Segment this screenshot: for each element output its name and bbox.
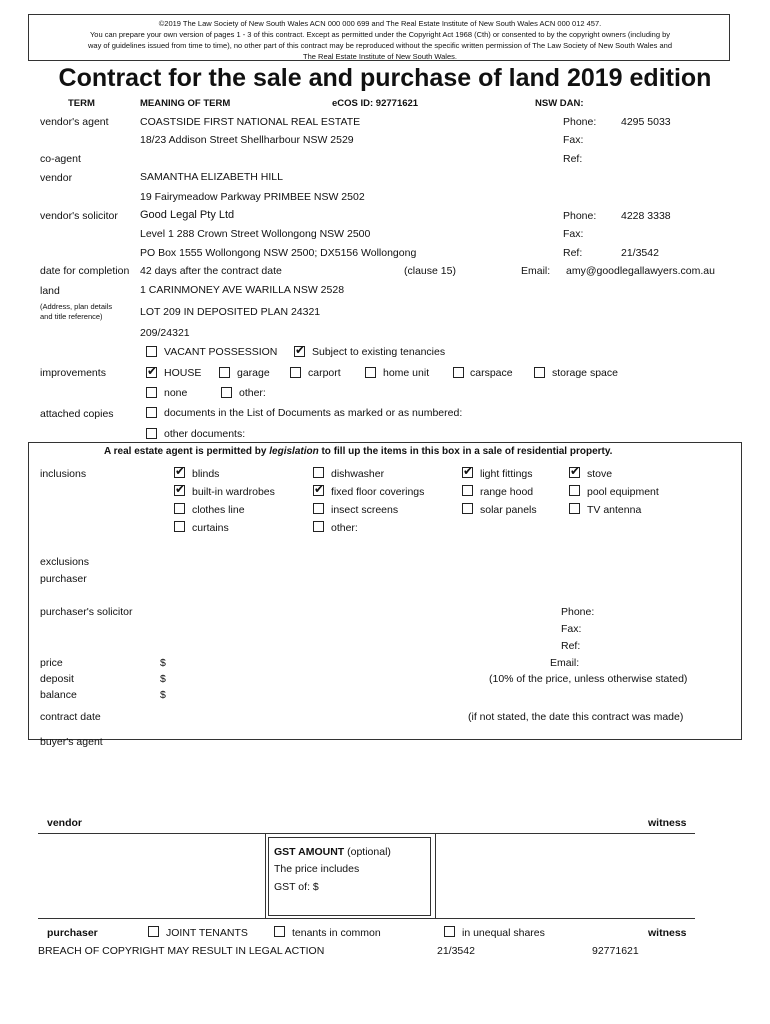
vacant-possession-checkbox[interactable] bbox=[146, 346, 157, 357]
pool-equipment-checkbox[interactable] bbox=[569, 485, 580, 496]
gst-price-includes: The price includes bbox=[274, 863, 360, 875]
completion-clause: (clause 15) bbox=[404, 265, 456, 277]
signature-divider-right bbox=[435, 833, 436, 918]
purchaser-witness-label: witness bbox=[648, 927, 687, 939]
land-lot: LOT 209 IN DEPOSITED PLAN 24321 bbox=[140, 306, 321, 318]
purchaser-signature-line bbox=[38, 918, 695, 919]
clothes-line-checkbox[interactable] bbox=[174, 503, 185, 514]
vendors-agent-phone: 4295 5033 bbox=[621, 116, 671, 128]
blinds-label: blinds bbox=[192, 468, 220, 480]
balance-dollar: $ bbox=[160, 689, 166, 701]
vendors-agent-address: 18/23 Addison Street Shellharbour NSW 2529 bbox=[140, 134, 354, 146]
garage-label: garage bbox=[237, 367, 270, 379]
copyright-warning: BREACH OF COPYRIGHT MAY RESULT IN LEGAL ACTION bbox=[38, 945, 325, 957]
copyright-line-1: ©2019 The Law Society of New South Wales ACN 000 000 699 and The Real Estate Institute of New South Wales ACN 000 012 457. bbox=[158, 19, 602, 28]
carport-checkbox[interactable] bbox=[290, 367, 301, 378]
page-title: Contract for the sale and purchase of land 2019 edition bbox=[58, 64, 712, 92]
improvements-label: improvements bbox=[40, 367, 106, 379]
vendors-solicitor-phone-label: Phone: bbox=[563, 210, 597, 222]
purchasers-solicitor-fax-label: Fax: bbox=[561, 623, 582, 635]
built-in-wardrobes-checkbox[interactable] bbox=[174, 485, 185, 496]
light-fittings-checkbox[interactable] bbox=[462, 467, 473, 478]
subject-tenancies-label: Subject to existing tenancies bbox=[312, 346, 446, 358]
term-header: TERM bbox=[68, 98, 95, 109]
purchasers-solicitor-email-label: Email: bbox=[550, 657, 580, 669]
built-in-wardrobes-label: built-in wardrobes bbox=[192, 486, 275, 498]
purchaser-signature-label: purchaser bbox=[47, 927, 98, 939]
range-hood-label: range hood bbox=[480, 486, 534, 498]
vendors-solicitor-address-2: PO Box 1555 Wollongong NSW 2500; DX5156 Wollongong bbox=[140, 247, 417, 259]
other-inclusions-label: other: bbox=[331, 522, 358, 534]
range-hood-checkbox[interactable] bbox=[462, 485, 473, 496]
unequal-shares-label: in unequal shares bbox=[462, 927, 545, 939]
vendors-solicitor-email-label: Email: bbox=[521, 265, 551, 277]
home-unit-checkbox[interactable] bbox=[365, 367, 376, 378]
purchasers-solicitor-ref-label: Ref: bbox=[561, 640, 581, 652]
fixed-floor-coverings-checkbox[interactable] bbox=[313, 485, 324, 496]
copyright-line-3: way of guidelines issued from time to time), no other part of this contract may be reproduced without the specific written permission of The Law Society of New South Wales and bbox=[87, 41, 673, 50]
vendor-witness-label: witness bbox=[648, 817, 687, 829]
blinds-checkbox[interactable] bbox=[174, 467, 185, 478]
land-label: land bbox=[40, 285, 60, 297]
vendor-signature-line bbox=[38, 833, 695, 834]
land-sublabel-2: and title reference) bbox=[40, 312, 103, 321]
attached-copies-label: attached copies bbox=[40, 408, 114, 420]
vendors-solicitor-ref: 21/3542 bbox=[621, 247, 659, 259]
carspace-checkbox[interactable] bbox=[453, 367, 464, 378]
land-title-ref: 209/24321 bbox=[140, 327, 190, 339]
other-documents-label: other documents: bbox=[164, 428, 246, 440]
vendors-agent-fax-label: Fax: bbox=[563, 134, 584, 146]
carport-label: carport bbox=[308, 367, 341, 379]
other-improvements-checkbox[interactable] bbox=[221, 387, 232, 398]
price-dollar: $ bbox=[160, 657, 166, 669]
house-checkbox[interactable] bbox=[146, 367, 157, 378]
deposit-label: deposit bbox=[40, 673, 74, 685]
clothes-line-label: clothes line bbox=[192, 504, 245, 516]
none-checkbox[interactable] bbox=[146, 387, 157, 398]
vendors-solicitor-address-1: Level 1 288 Crown Street Wollongong NSW 2500 bbox=[140, 228, 371, 240]
contract-date-note: (if not stated, the date this contract was made) bbox=[468, 711, 684, 723]
completion-value: 42 days after the contract date bbox=[140, 265, 282, 277]
pool-equipment-label: pool equipment bbox=[587, 486, 659, 498]
footer-id: 92771621 bbox=[592, 945, 639, 957]
nsw-dan-label: NSW DAN: bbox=[535, 98, 584, 109]
vendors-solicitor-fax-label: Fax: bbox=[563, 228, 584, 240]
copyright-notice bbox=[28, 14, 730, 61]
light-fittings-label: light fittings bbox=[480, 468, 533, 480]
vacant-possession-label: VACANT POSSESSION bbox=[164, 346, 278, 358]
gst-of-label: GST of: $ bbox=[274, 881, 319, 893]
vendor-label: vendor bbox=[40, 172, 73, 184]
vendors-solicitor-phone: 4228 3338 bbox=[621, 210, 671, 222]
solar-panels-checkbox[interactable] bbox=[462, 503, 473, 514]
copyright-line-2: You can prepare your own version of pages 1 - 3 of this contract. Except as permitted under the Copyright Act 1968 (Cth) or consented to by the copyright owners (including by bbox=[89, 30, 671, 39]
vendor-name: SAMANTHA ELIZABETH HILL bbox=[140, 171, 283, 183]
documents-list-checkbox[interactable] bbox=[146, 407, 157, 418]
vendors-solicitor-name: Good Legal Pty Ltd bbox=[140, 209, 235, 221]
completion-label: date for completion bbox=[40, 265, 130, 277]
storage-space-label: storage space bbox=[552, 367, 618, 379]
gst-amount-title: GST AMOUNT (optional) bbox=[274, 846, 391, 858]
deposit-note: (10% of the price, unless otherwise stated) bbox=[489, 673, 688, 685]
inclusions-label: inclusions bbox=[40, 468, 87, 480]
copyright-line-4: The Real Estate Institute of New South Wales. bbox=[303, 52, 457, 61]
purchasers-solicitor-phone-label: Phone: bbox=[561, 606, 595, 618]
joint-tenants-checkbox[interactable] bbox=[148, 926, 159, 937]
tv-antenna-checkbox[interactable] bbox=[569, 503, 580, 514]
agent-notice: A real estate agent is permitted by legislation to fill up the items in this box in a sale of residential property. bbox=[104, 446, 613, 457]
tv-antenna-label: TV antenna bbox=[587, 504, 642, 516]
meaning-header: MEANING OF TERM bbox=[140, 98, 231, 109]
other-documents-checkbox[interactable] bbox=[146, 428, 157, 439]
purchaser-label: purchaser bbox=[40, 573, 87, 585]
dishwasher-label: dishwasher bbox=[331, 468, 385, 480]
other-improvements-label: other: bbox=[239, 387, 266, 399]
joint-tenants-label: JOINT TENANTS bbox=[166, 927, 248, 939]
ecos-id: eCOS ID: 92771621 bbox=[332, 98, 419, 109]
vendors-solicitor-label: vendor's solicitor bbox=[40, 210, 118, 222]
tenants-in-common-label: tenants in common bbox=[292, 927, 381, 939]
other-inclusions-checkbox[interactable] bbox=[313, 521, 324, 532]
stove-label: stove bbox=[587, 468, 613, 480]
documents-list-label: documents in the List of Documents as marked or as numbered: bbox=[164, 407, 463, 419]
carspace-label: carspace bbox=[470, 367, 513, 379]
vendors-agent-phone-label: Phone: bbox=[563, 116, 597, 128]
subject-tenancies-checkbox[interactable] bbox=[294, 346, 305, 357]
insect-screens-label: insect screens bbox=[331, 504, 399, 516]
exclusions-label: exclusions bbox=[40, 556, 90, 568]
fixed-floor-coverings-label: fixed floor coverings bbox=[331, 486, 425, 498]
contract-date-label: contract date bbox=[40, 711, 101, 723]
land-sublabel-1: (Address, plan details bbox=[40, 302, 113, 311]
garage-checkbox[interactable] bbox=[219, 367, 230, 378]
purchasers-solicitor-label: purchaser's solicitor bbox=[40, 606, 133, 618]
house-label: HOUSE bbox=[164, 367, 202, 379]
footer-ref: 21/3542 bbox=[437, 945, 475, 957]
curtains-label: curtains bbox=[192, 522, 229, 534]
stove-checkbox[interactable] bbox=[569, 467, 580, 478]
curtains-checkbox[interactable] bbox=[174, 521, 185, 532]
vendor-address: 19 Fairymeadow Parkway PRIMBEE NSW 2502 bbox=[140, 191, 365, 203]
unequal-shares-checkbox[interactable] bbox=[444, 926, 455, 937]
tenants-in-common-checkbox[interactable] bbox=[274, 926, 285, 937]
insect-screens-checkbox[interactable] bbox=[313, 503, 324, 514]
dishwasher-checkbox[interactable] bbox=[313, 467, 324, 478]
price-label: price bbox=[40, 657, 63, 669]
vendor-signature-label: vendor bbox=[47, 817, 83, 829]
co-agent-label: co-agent bbox=[40, 153, 81, 165]
deposit-dollar: $ bbox=[160, 673, 166, 685]
vendors-solicitor-email: amy@goodlegallawyers.com.au bbox=[566, 265, 715, 277]
vendors-agent-name: COASTSIDE FIRST NATIONAL REAL ESTATE bbox=[140, 116, 361, 128]
signature-divider-left bbox=[265, 833, 266, 918]
solar-panels-label: solar panels bbox=[480, 504, 537, 516]
storage-space-checkbox[interactable] bbox=[534, 367, 545, 378]
vendors-agent-label: vendor's agent bbox=[40, 116, 109, 128]
vendors-agent-ref-label: Ref: bbox=[563, 153, 583, 165]
none-label: none bbox=[164, 387, 188, 399]
buyers-agent-label: buyer's agent bbox=[40, 736, 103, 748]
vendors-solicitor-ref-label: Ref: bbox=[563, 247, 583, 259]
balance-label: balance bbox=[40, 689, 77, 701]
land-address: 1 CARINMONEY AVE WARILLA NSW 2528 bbox=[140, 284, 345, 296]
home-unit-label: home unit bbox=[383, 367, 430, 379]
